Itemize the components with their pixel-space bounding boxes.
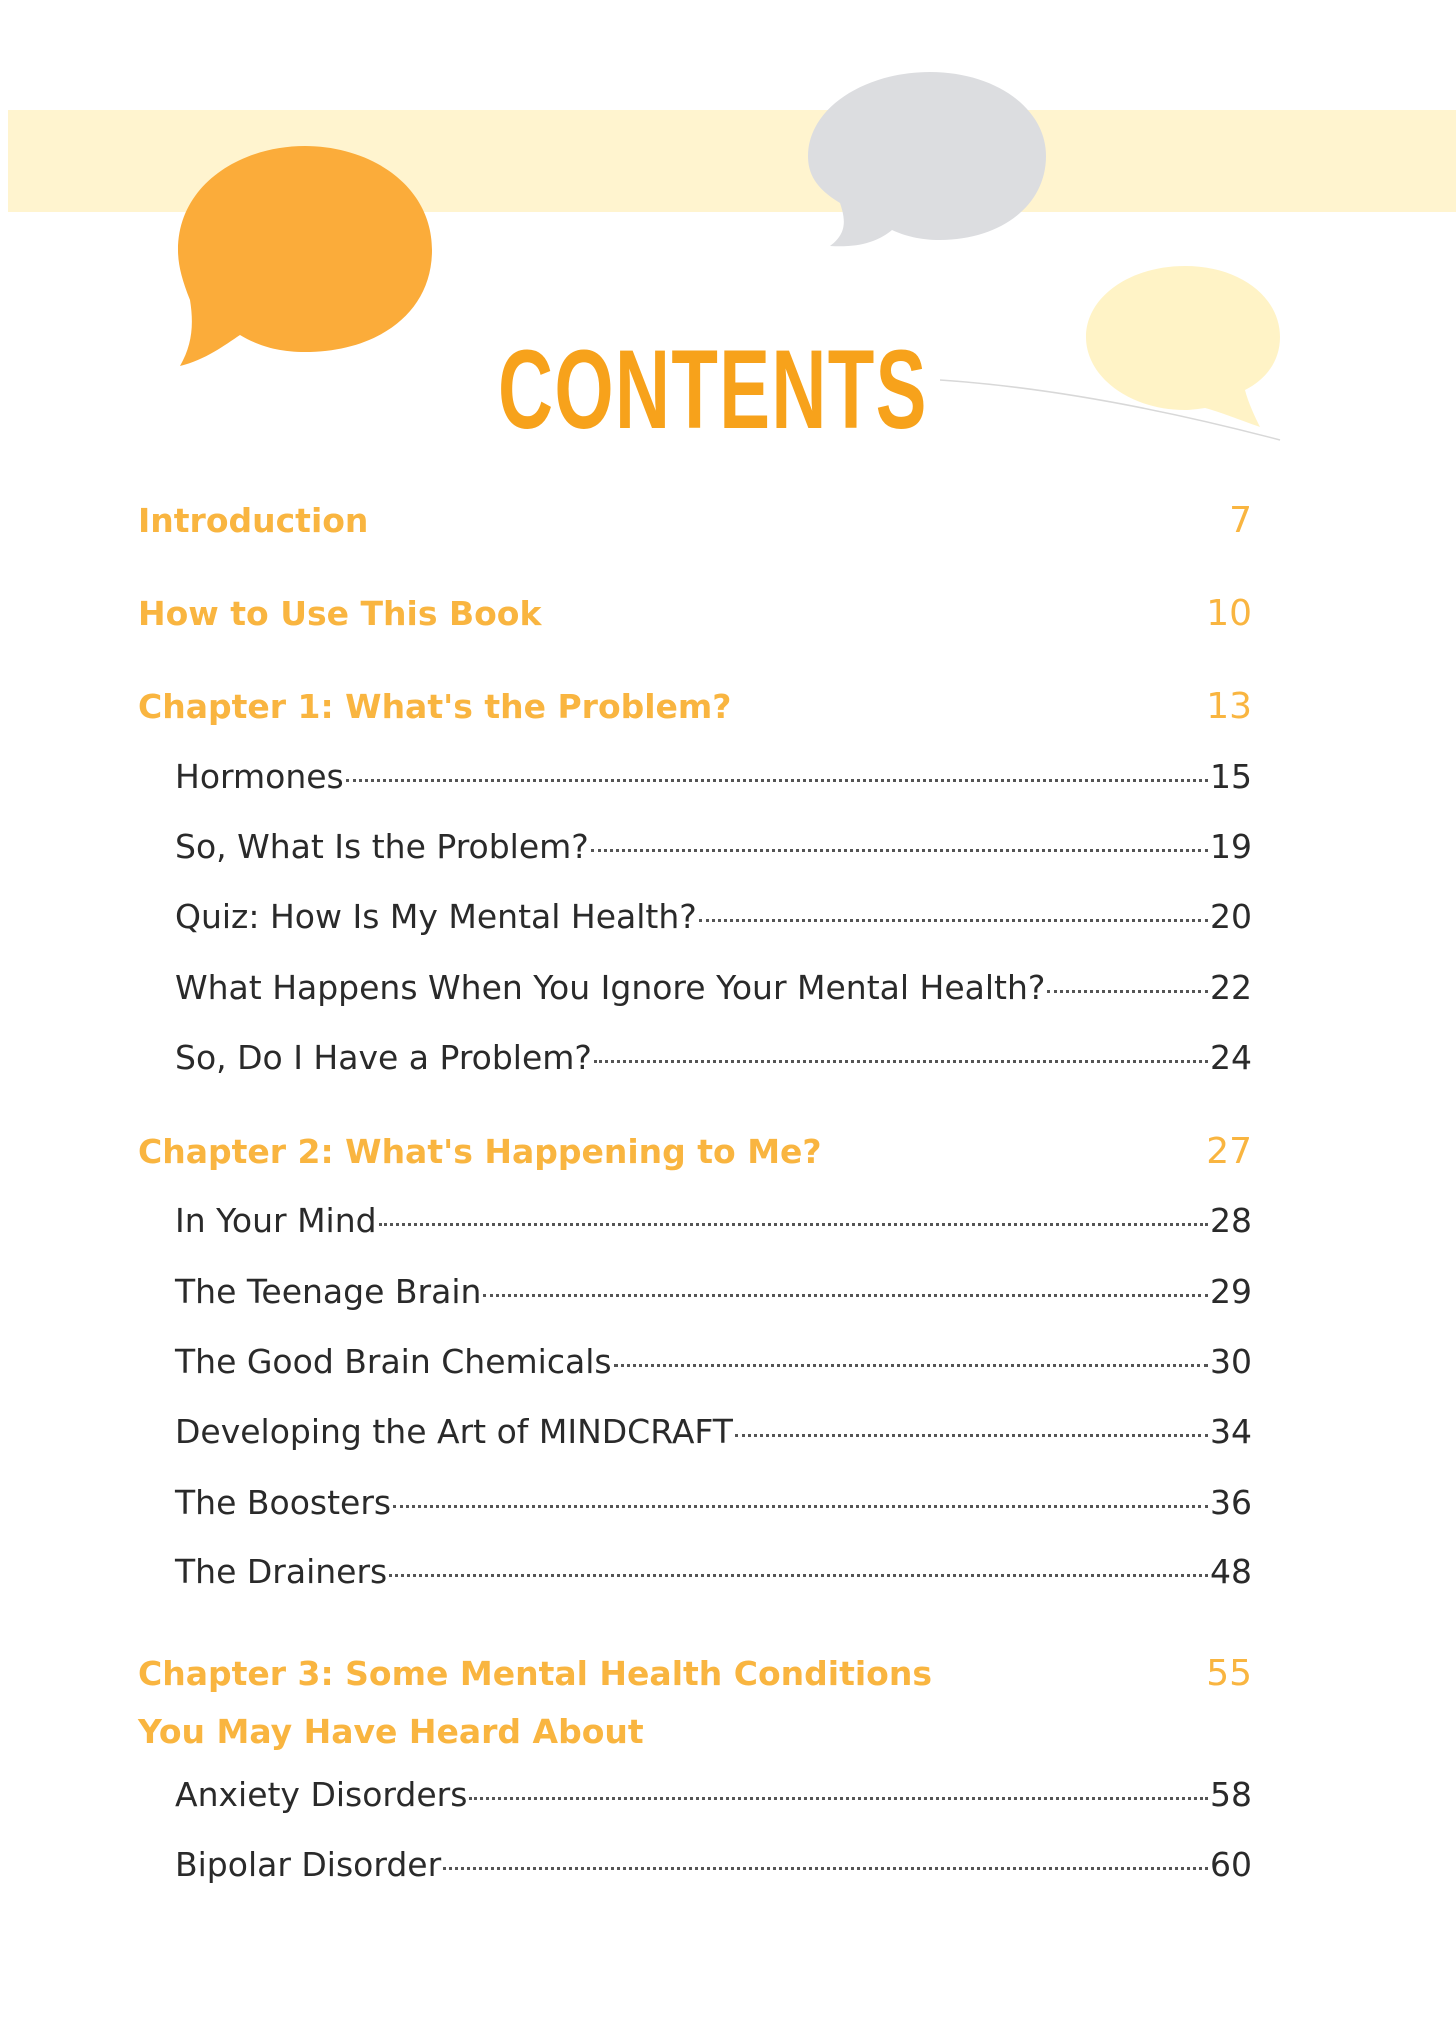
chapter-entry[interactable] <box>138 500 1252 541</box>
page-number: 36 <box>1210 1483 1252 1522</box>
page-number: 55 <box>1206 1653 1252 1694</box>
entry-label: Developing the Art of MINDCRAFT <box>175 1412 733 1451</box>
entry-label: How to Use This Book <box>138 594 542 633</box>
chapter-entry[interactable] <box>138 686 1252 727</box>
entry-label: What Happens When You Ignore Your Mental Health? <box>175 968 1046 1007</box>
chapter-entry[interactable] <box>138 1131 1252 1172</box>
page-number: 20 <box>1210 897 1252 936</box>
page-number: 48 <box>1210 1552 1252 1591</box>
entry-label: Quiz: How Is My Mental Health? <box>175 897 697 936</box>
page-number: 13 <box>1206 686 1252 727</box>
dot-leader <box>614 1364 1208 1367</box>
dot-leader <box>594 1060 1208 1063</box>
dot-leader <box>346 779 1208 782</box>
dot-leader <box>483 1294 1208 1297</box>
dot-leader <box>735 1434 1208 1437</box>
page-number: 7 <box>1229 500 1252 541</box>
dot-leader <box>591 849 1208 852</box>
page-number: 34 <box>1210 1412 1252 1451</box>
entry-label: Chapter 2: What's Happening to Me? <box>138 1132 822 1171</box>
section-entry[interactable] <box>175 1845 1252 1884</box>
page-title: CONTENTS <box>498 327 928 452</box>
section-entry[interactable] <box>175 897 1252 936</box>
section-entry[interactable] <box>175 757 1252 796</box>
gray-speech-bubble-icon <box>800 68 1050 253</box>
page-number: 60 <box>1210 1845 1252 1884</box>
page-number: 24 <box>1210 1038 1252 1077</box>
entry-label: So, What Is the Problem? <box>175 827 589 866</box>
section-entry[interactable] <box>175 1038 1252 1077</box>
page-number: 22 <box>1210 968 1252 1007</box>
page-number: 28 <box>1210 1201 1252 1240</box>
dot-leader <box>1047 990 1208 993</box>
dot-leader <box>699 919 1208 922</box>
section-entry[interactable] <box>175 1342 1252 1381</box>
section-entry[interactable] <box>175 1775 1252 1814</box>
section-entry[interactable] <box>175 1412 1252 1451</box>
section-entry[interactable] <box>175 827 1252 866</box>
entry-label: The Teenage Brain <box>175 1272 482 1311</box>
entry-label: So, Do I Have a Problem? <box>175 1038 592 1077</box>
section-entry[interactable] <box>175 1201 1252 1240</box>
orange-speech-bubble-icon <box>170 140 445 375</box>
section-entry[interactable] <box>175 968 1252 1007</box>
entry-label: Hormones <box>175 757 344 796</box>
section-entry[interactable] <box>175 1483 1252 1522</box>
section-entry[interactable] <box>175 1552 1252 1591</box>
page-number: 27 <box>1206 1131 1252 1172</box>
entry-label: Introduction <box>138 501 369 540</box>
entry-label <box>138 1645 1206 1761</box>
page-number: 58 <box>1210 1775 1252 1814</box>
entry-label: The Boosters <box>175 1483 392 1522</box>
entry-label: Bipolar Disorder <box>175 1845 442 1884</box>
page-number: 30 <box>1210 1342 1252 1381</box>
entry-label-line1: Chapter 3: Some Mental Health Conditions <box>138 1654 932 1693</box>
section-entry[interactable] <box>175 1272 1252 1311</box>
chapter-entry[interactable] <box>138 593 1252 634</box>
chapter-entry[interactable] <box>138 1645 1252 1761</box>
entry-label: Anxiety Disorders <box>175 1775 468 1814</box>
dot-leader <box>443 1867 1208 1870</box>
entry-label: The Good Brain Chemicals <box>175 1342 612 1381</box>
entry-label: Chapter 1: What's the Problem? <box>138 687 732 726</box>
page-number: 19 <box>1210 827 1252 866</box>
entry-label: The Drainers <box>175 1552 388 1591</box>
dot-leader <box>393 1505 1208 1508</box>
page-number: 29 <box>1210 1272 1252 1311</box>
page-number: 10 <box>1206 593 1252 634</box>
connector-line <box>940 370 1300 450</box>
dot-leader <box>379 1223 1208 1226</box>
entry-label: In Your Mind <box>175 1201 377 1240</box>
dot-leader <box>469 1797 1208 1800</box>
page-number: 15 <box>1210 757 1252 796</box>
entry-label-line2: You May Have Heard About <box>138 1712 644 1751</box>
dot-leader <box>389 1574 1208 1577</box>
